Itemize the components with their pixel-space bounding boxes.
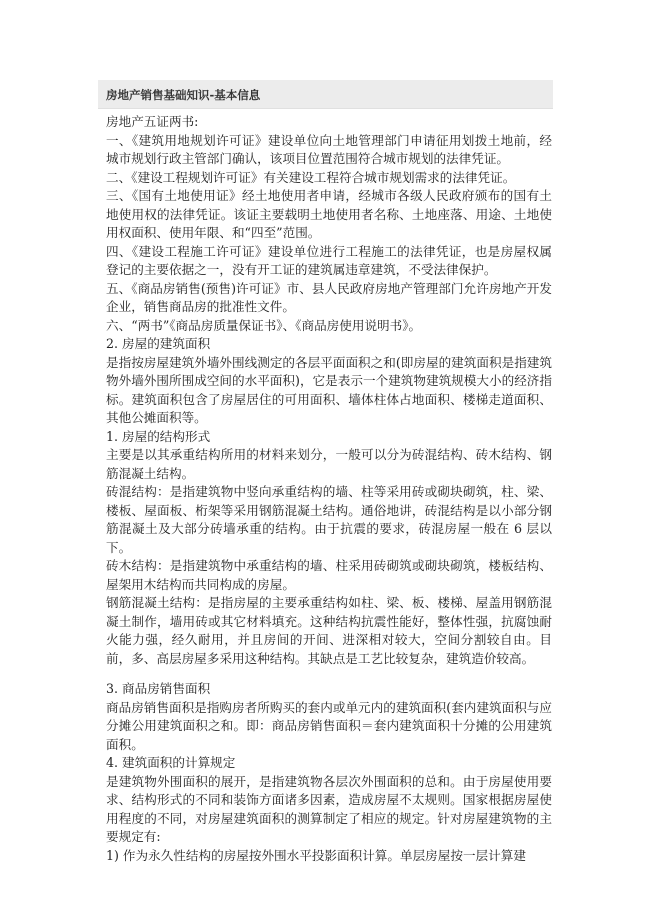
paragraph-gap — [106, 668, 552, 680]
paragraph-two-books: 六、“两书”《商品房质量保证书》、《商品房使用说明书》。 — [106, 317, 422, 333]
section-heading-structure: 1. 房屋的结构形式 — [106, 428, 211, 444]
paragraph-cert-5: 五、《商品房销售(预售)许可证》市、县人民政府房地产管理部门允许房地产开发企业，销售商品房的批准性文件。 — [106, 280, 552, 314]
paragraph-rule-1: 1) 作为永久性结构的房屋按外围水平投影面积计算。单层房屋按一层计算建 — [106, 847, 526, 863]
paragraph-structure-intro: 主要是以其承重结构所用的材料来划分，一般可以分为砖混结构、砖木结构、钢筋混凝土结构。 — [106, 447, 552, 481]
document-body — [106, 113, 552, 865]
paragraph-building-area: 是指按房屋建筑外墙外围线测定的各层平面面积之和(即房屋的建筑面积是指建筑物外墙外围所围成空间的水平面积)，它是表示一个建筑物建筑规模大小的经济指标。建筑面积包含了房屋居住的可用面积、墙体柱体占地面积、楼梯走道面积、其他公摊面积等。 — [106, 354, 552, 425]
paragraph-cert-1: 一、《建筑用地规划许可证》建设单位向土地管理部门申请征用划拨土地前，经城市规划行政主管部门确认，该项目位置范围符合城市规划的法律凭证。 — [106, 132, 552, 166]
paragraph-cert-3: 三、《国有土地使用证》经土地使用者申请，经城市各级人民政府颁布的国有土地使用权的法律凭证。该证主要载明土地使用者名称、土地座落、用途、土地使用权面积、使用年限、和“四至”范围。 — [106, 188, 552, 240]
paragraph-reinforced-concrete: 钢筋混凝土结构：是指房屋的主要承重结构如柱、梁、板、楼梯、屋盖用钢筋混凝土制作，墙用砖或其它材料填充。这种结构抗震性能好，整体性强，抗腐蚀耐火能力强，经久耐用，并且房间的开间、进深相对较大，空间分割较自由。目前，多、高层房屋多采用这种结构。其缺点是工艺比较复杂，建筑造价较高。 — [106, 595, 552, 666]
paragraph-cert-4: 四、《建设工程施工许可证》建设单位进行工程施工的法律凭证，也是房屋权属登记的主要依据之一，没有开工证的建筑属违章建筑，不受法律保护。 — [106, 243, 552, 277]
paragraph-sales-area: 商品房销售面积是指购房者所购买的套内或单元内的建筑面积(套内建筑面积与应分摊公用建筑面积之和。即：商品房销售面积＝套内建筑面积十分摊的公用建筑面积。 — [106, 699, 552, 752]
document-title-bar — [98, 80, 553, 109]
document-title: 房地产销售基础知识-基本信息 — [106, 88, 261, 102]
paragraph-cert-2: 二、《建设工程规划许可证》有关建设工程符合城市规划需求的法律凭证。 — [106, 169, 516, 185]
paragraph-brick-concrete: 砖混结构：是指建筑物中竖向承重结构的墙、柱等采用砖或砌块砌筑，柱、梁、楼板、屋面板、桁架等采用钢筋混凝土结构。通俗地讲，砖混结构是以小部分钢筋混凝土及大部分砖墙承重的结构。由于抗震的要求，砖混房屋一般在 6 层以下。 — [106, 484, 552, 555]
paragraph-brick-wood: 砖木结构：是指建筑物中承重结构的墙、柱采用砖砌筑或砌块砌筑，楼板结构、屋架用木结构而共同构成的房屋。 — [106, 558, 552, 592]
paragraph-area-rules: 是建筑物外围面积的展开，是指建筑物各层次外围面积的总和。由于房屋使用要求、结构形式的不同和装饰方面诸多因素，造成房屋不太规则。国家根据房屋使用程度的不同，对房屋建筑面积的测算制定了相应的规定。针对房屋建筑物的主要规定有: — [106, 773, 552, 844]
paragraph-heading-five-certs: 房地产五证两书: — [106, 114, 199, 129]
section-heading-building-area: 2. 房屋的建筑面积 — [106, 336, 211, 351]
section-heading-area-rules: 4. 建筑面积的计算规定 — [106, 755, 236, 770]
section-heading-sales-area: 3. 商品房销售面积 — [106, 681, 211, 696]
